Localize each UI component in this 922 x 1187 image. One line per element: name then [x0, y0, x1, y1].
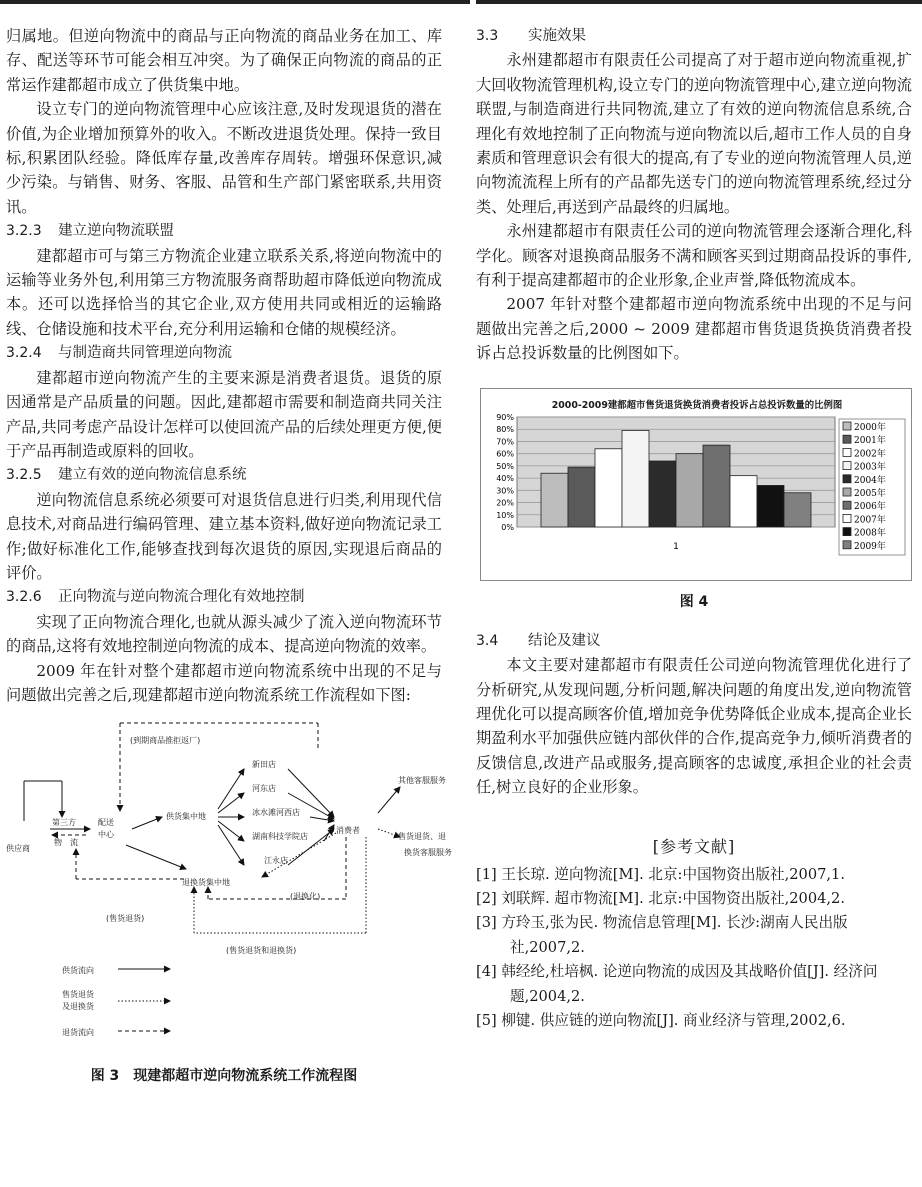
figure-4-caption: 图 4 — [679, 593, 709, 610]
x-category-label: 1 — [673, 541, 679, 552]
legend-swatch — [843, 488, 851, 496]
section-heading — [6, 585, 442, 609]
legend-label-dashed: 退货流向 — [62, 1028, 94, 1038]
legend-label: 2003年 — [854, 462, 886, 473]
section-heading — [6, 341, 442, 365]
paragraph: 归属地。但逆向物流中的商品与正向物流的商品业务在加工、库存、配送等环节可能会相互冲突。为了确保正向物流的商品的正常运作建都超市成立了供货集中地。 — [6, 27, 442, 94]
node-distribution-center-2: 中心 — [98, 830, 114, 840]
node-supplier: 供应商 — [6, 844, 30, 854]
reference-text: 柳键. 供应链的逆向物流[J]. 商业经济与管理,2002,6. — [501, 1011, 846, 1029]
paragraph: 建都超市逆向物流产生的主要来源是消费者退货。退货的原因通常是产品质量的问题。因此,建都超市需要和制造商共同关注产品,共同考虑产品设计怎样可以使回流产品的后续处理更方便,便于产品再制造或原料的回收。 — [6, 368, 442, 460]
reference-text: 方玲玉,张为民. 物流信息管理[M]. 长沙:湖南人民出版社,2007,2. — [501, 914, 848, 956]
flow-diagram — [6, 721, 452, 1041]
chart-canvas — [481, 389, 913, 582]
reference-item — [476, 911, 912, 960]
reference-text: 刘联辉. 超市物流[M]. 北京:中国物资出版社,2004,2. — [501, 889, 845, 907]
section-heading — [6, 219, 442, 243]
y-tick-label: 30% — [496, 486, 514, 496]
legend-label-dotted-2: 及退换货 — [62, 1002, 94, 1012]
bar-2001年 — [568, 467, 595, 527]
flow-label: (售货退货和退换货) — [226, 946, 297, 956]
y-tick-label: 0% — [501, 522, 514, 532]
section-heading — [6, 463, 442, 487]
bar-2009年 — [784, 492, 811, 526]
y-tick-label: 80% — [496, 424, 514, 434]
reference-item — [476, 863, 912, 887]
node-return-service: 售货退货、退 — [398, 832, 446, 842]
legend-label: 2009年 — [854, 541, 886, 552]
flow-label: (退换化) — [290, 892, 321, 902]
reference-number: [2] — [476, 889, 497, 907]
legend-swatch — [843, 448, 851, 456]
legend-label: 2004年 — [854, 475, 886, 486]
flow-label: (到期商品推拒返厂) — [130, 736, 201, 746]
paragraph: 2007 年针对整个建都超市逆向物流系统中出现的不足与问题做出完善之后,2000 ~ 2009 建都超市售货退货换货消费者投诉占总投诉数量的比例图如下。 — [476, 295, 912, 363]
paragraph: 建都超市可与第三方物流企业建立联系关系,将逆向物流中的运输等业务外包,利用第三方物流服务商帮助超市降低逆向物流成本。还可以选择恰当的其它企业,双方使用共同或相近的运输路线、仓储设施和技术平台,充分利用运输和仓储的规模经济。 — [6, 246, 442, 338]
y-tick-label: 70% — [496, 437, 514, 447]
y-tick-label: 50% — [496, 461, 514, 471]
node-return-hub: 退换货集中地 — [182, 878, 230, 888]
section-title: 正向物流与逆向物流合理化有效地控制 — [58, 589, 305, 606]
node-supply-hub: 供货集中地 — [166, 812, 206, 822]
legend-label: 2000年 — [854, 422, 886, 433]
paragraph: 永州建都超市有限责任公司的逆向物流管理会逐渐合理化,科学化。顾客对退换商品服务不满和顾客买到过期商品投诉的事件,有利于提高建都超市的企业形象,企业声誉,降低物流成本。 — [476, 222, 912, 290]
legend-swatch — [843, 474, 851, 482]
node-distribution-center: 配送 — [98, 818, 114, 828]
reference-text: 王长琼. 逆向物流[M]. 北京:中国物资出版社,2007,1. — [501, 865, 845, 883]
reference-item — [476, 887, 912, 911]
node-consumer: 消费者 — [336, 826, 360, 836]
y-tick-label: 40% — [496, 473, 514, 483]
reference-number: [4] — [476, 963, 497, 981]
legend-label-solid: 供货流向 — [62, 966, 94, 976]
y-tick-label: 10% — [496, 510, 514, 520]
legend-swatch — [843, 540, 851, 548]
bar-2005年 — [676, 453, 703, 526]
legend-swatch — [843, 435, 851, 443]
section-number: 3.2.4 — [6, 345, 42, 362]
section-number: 3.2.5 — [6, 467, 42, 484]
paragraph: 永州建都超市有限责任公司提高了对于超市逆向物流重视,扩大回收物流管理机构,设立专门的逆向物流管理中心,建立逆向物流联盟,与制造商进行共同物流,建立了有效的逆向物流信息系统,合理化有效地控制了正向物流与逆向物流以后,超市工作人员的自身素质和管理意识会有很大的提高,有了专业的逆向物流管理人员,逆向物流流程上所有的产品都先送专门的逆向物流管理系统,经过分类、处理后,再送到产品最终的归属地。 — [476, 51, 912, 216]
section-number: 3.3 — [476, 28, 499, 44]
header-rule — [0, 0, 922, 6]
legend-swatch — [843, 422, 851, 430]
section-heading — [476, 24, 912, 48]
reference-number: [5] — [476, 1011, 497, 1029]
references-title: [参考文献] — [652, 836, 736, 856]
right-column — [476, 24, 912, 1033]
bar-2008年 — [757, 485, 784, 527]
legend-swatch — [843, 461, 851, 469]
node-other-service: 其他客服服务 — [398, 776, 446, 786]
section-title: 实施效果 — [528, 28, 586, 44]
legend-swatch — [843, 514, 851, 522]
y-tick-label: 20% — [496, 498, 514, 508]
paragraph: 本文主要对建都超市有限责任公司逆向物流管理优化进行了分析研究,从发现问题,分析问题,解决问题的角度出发,逆向物流管理优化可以提高顾客价值,增加竞争优势降低企业成本,提高企业长期盈利水平加强供应链内部伙伴的合作,提高竞争力,倾听消费者的反馈信息,改进产品或服务,提高顾客的忠诚度,承担企业的社会责任,树立良好的企业形象。 — [476, 656, 912, 797]
legend-label-dotted: 售货退货 — [62, 990, 94, 1000]
node-store: 湖南科技学院店 — [252, 832, 308, 842]
legend-swatch — [843, 501, 851, 509]
bar-2004年 — [649, 461, 676, 527]
paragraph: 设立专门的逆向物流管理中心应该注意,及时发现退货的潜在价值,为企业增加预算外的收入。不断改进退货处理。保持一致目标,积累团队经验。降低库存量,改善库存周转。增强环保意识,减少污染。与销售、财务、客服、品管和生产部门紧密联系,共用资讯。 — [6, 100, 442, 216]
legend-label: 2001年 — [854, 435, 886, 446]
node-third-party: 第三方 — [52, 818, 76, 828]
node-store: 江永店 — [264, 856, 288, 866]
node-store: 河东店 — [252, 784, 276, 794]
paragraph: 逆向物流信息系统必须要可对退货信息进行归类,利用现代信息技术,对商品进行编码管理、建立基本资料,做好逆向物流记录工作;做好标准化工作,能够查找到每次退货的原因,实现退后商品的评价。 — [6, 490, 442, 582]
section-title: 与制造商共同管理逆向物流 — [58, 345, 232, 362]
bar-2000年 — [541, 473, 568, 527]
legend-swatch — [843, 527, 851, 535]
chart-title: 2000-2009建都超市售货退货换货消费者投诉占总投诉数量的比例图 — [551, 399, 843, 411]
section-heading — [476, 629, 912, 653]
legend-label: 2007年 — [854, 515, 886, 526]
node-return-service-2: 换货客服服务 — [404, 848, 452, 858]
section-title: 结论及建议 — [528, 632, 601, 649]
left-column — [6, 24, 452, 1085]
reference-number: [3] — [476, 914, 497, 932]
reference-text: 韩经纶,杜培枫. 论逆向物流的成因及其战略价值[J]. 经济问题,2004,2. — [501, 963, 878, 1005]
reference-item — [476, 1009, 912, 1033]
legend-label: 2005年 — [854, 488, 886, 499]
bar-2002年 — [595, 448, 622, 526]
node-third-party-2: 物 流 — [54, 838, 78, 848]
section-title: 建立有效的逆向物流信息系统 — [58, 467, 247, 484]
bar-2007年 — [730, 475, 757, 526]
paragraph: 2009 年在针对整个建都超市逆向物流系统中出现的不足与问题做出完善之后,现建都超市逆向物流系统工作流程如下图: — [6, 661, 442, 704]
section-number: 3.2.6 — [6, 589, 42, 606]
bar-2003年 — [622, 430, 649, 527]
section-title: 建立逆向物流联盟 — [58, 223, 174, 240]
section-number: 3.2.3 — [6, 223, 42, 240]
y-tick-label: 60% — [496, 449, 514, 459]
figure-3-caption: 图 3 现建都超市逆向物流系统工作流程图 — [90, 1068, 358, 1085]
reference-number: [1] — [476, 865, 497, 883]
legend-label: 2006年 — [854, 501, 886, 512]
reference-item — [476, 960, 912, 1009]
bar-2006年 — [703, 445, 730, 527]
section-number: 3.4 — [476, 632, 499, 649]
y-tick-label: 90% — [496, 412, 514, 422]
flow-label: (售货退货) — [106, 914, 145, 924]
complaint-ratio-chart — [480, 388, 912, 581]
references-list — [476, 863, 912, 1034]
legend-label: 2002年 — [854, 449, 886, 460]
legend-label: 2008年 — [854, 528, 886, 539]
node-store: 冰水滩河西店 — [252, 808, 300, 818]
paragraph: 实现了正向物流合理化,也就从源头减少了流入逆向物流环节的商品,这将有效地控制逆向物流的成本、提高逆向物流的效率。 — [6, 612, 442, 656]
node-store: 新田店 — [252, 760, 276, 770]
